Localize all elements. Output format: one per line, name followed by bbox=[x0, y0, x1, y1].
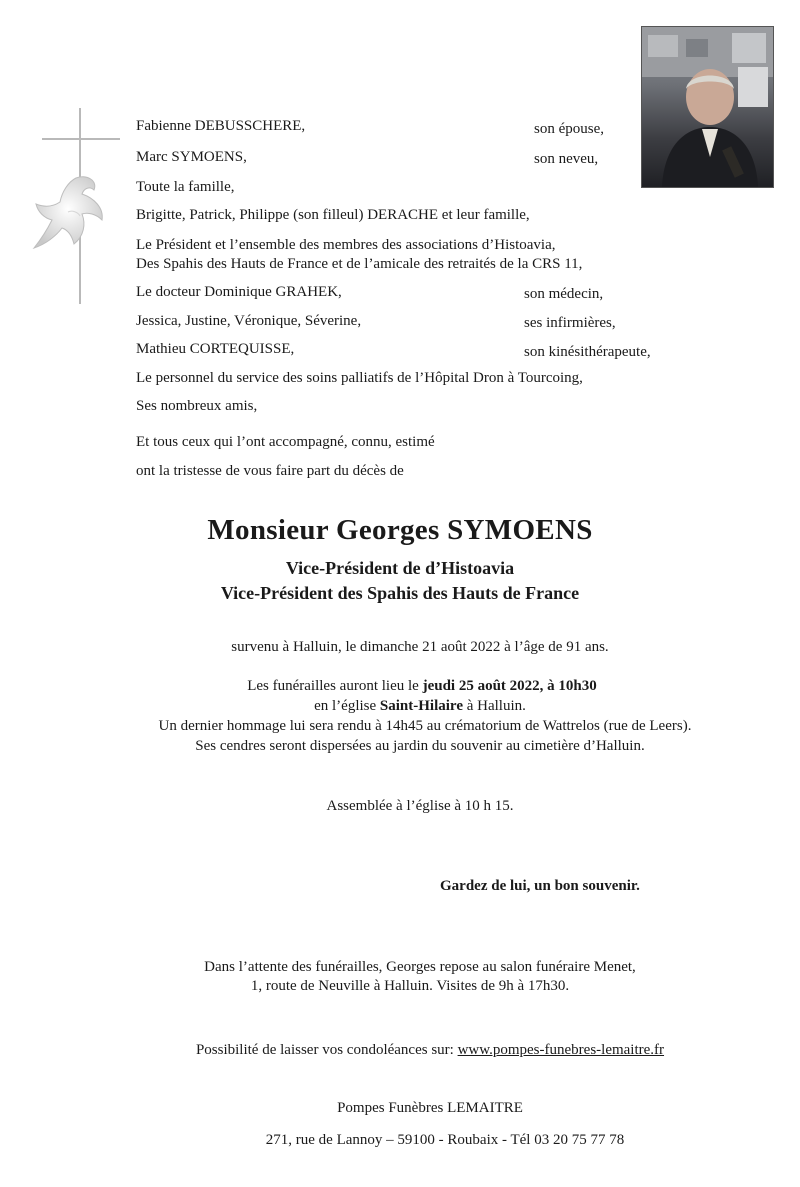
cross-horizontal bbox=[42, 138, 120, 140]
family-name-2: Marc SYMOENS, bbox=[136, 149, 247, 165]
deceased-title-1: Vice-Président de d’Histoavia bbox=[285, 558, 515, 578]
death-notice: survenu à Halluin, le dimanche 21 août 2022 à l’âge de 91 ans. bbox=[231, 639, 609, 655]
condolences-line: Possibilité de laisser vos condoléances sur: www.pompes-funebres-lemaitre.fr bbox=[195, 1042, 665, 1058]
family-name-6: Des Spahis des Hauts de France et de l’amicale des retraités de la CRS 11, bbox=[136, 256, 583, 272]
dove-icon bbox=[28, 172, 108, 258]
funeral-line-1: Les funérailles auront lieu le jeudi 25 août 2022, à 10h30 bbox=[247, 678, 597, 694]
family-name-10: Le personnel du service des soins palliatifs de l’Hôpital Dron à Tourcoing, bbox=[136, 370, 583, 386]
remembrance-text: Gardez de lui, un bon souvenir. bbox=[440, 878, 640, 894]
family-name-11: Ses nombreux amis, bbox=[136, 398, 258, 414]
intro-line-1: Et tous ceux qui l’ont accompagné, connu, estimé bbox=[136, 434, 435, 450]
funeral-date: jeudi 25 août 2022, à 10h30 bbox=[422, 678, 597, 694]
family-name-5: Le Président et l’ensemble des membres des associations d’Histoavia, bbox=[136, 237, 556, 253]
rest-line-1: Dans l’attente des funérailles, Georges repose au salon funéraire Menet, bbox=[204, 959, 636, 975]
family-name-4: Brigitte, Patrick, Philippe (son filleul) DERACHE et leur famille, bbox=[136, 207, 530, 223]
funeral-line-3: Un dernier hommage lui sera rendu à 14h45 au crématorium de Wattrelos (rue de Leers). bbox=[158, 718, 692, 734]
church-name: Saint-Hilaire bbox=[379, 698, 463, 714]
family-relation-7: son médecin, bbox=[524, 286, 604, 302]
family-name-3: Toute la famille, bbox=[136, 179, 235, 195]
family-name-8: Jessica, Justine, Véronique, Séverine, bbox=[136, 313, 362, 329]
intro-line-2: ont la tristesse de vous faire part du décès de bbox=[136, 463, 404, 479]
rest-line-2: 1, route de Neuville à Halluin. Visites de 9h à 17h30. bbox=[250, 978, 570, 994]
family-relation-1: son épouse, bbox=[534, 121, 604, 137]
funeral-line-2: en l’église Saint-Hilaire à Halluin. bbox=[314, 698, 526, 714]
portrait-photo bbox=[641, 26, 774, 188]
deceased-name: Monsieur Georges SYMOENS bbox=[207, 514, 593, 546]
family-name-7: Le docteur Dominique GRAHEK, bbox=[136, 284, 342, 300]
deceased-title-2: Vice-Président des Spahis des Hauts de France bbox=[220, 583, 580, 603]
family-relation-2: son neveu, bbox=[534, 151, 599, 167]
condolences-link[interactable]: www.pompes-funebres-lemaitre.fr bbox=[457, 1042, 665, 1058]
funeral-home-address: 271, rue de Lannoy – 59100 - Roubaix - Tél 03 20 75 77 78 bbox=[265, 1132, 625, 1148]
funeral-line-4: Ses cendres seront dispersées au jardin du souvenir au cimetière d’Halluin. bbox=[195, 738, 645, 754]
family-name-9: Mathieu CORTEQUISSE, bbox=[136, 341, 295, 357]
family-relation-9: son kinésithérapeute, bbox=[524, 344, 651, 360]
family-relation-8: ses infirmières, bbox=[524, 315, 616, 331]
funeral-home-name: Pompes Funèbres LEMAITRE bbox=[337, 1100, 523, 1116]
family-name-1: Fabienne DEBUSSCHERE, bbox=[136, 118, 306, 134]
assembly-notice: Assemblée à l’église à 10 h 15. bbox=[326, 798, 514, 814]
